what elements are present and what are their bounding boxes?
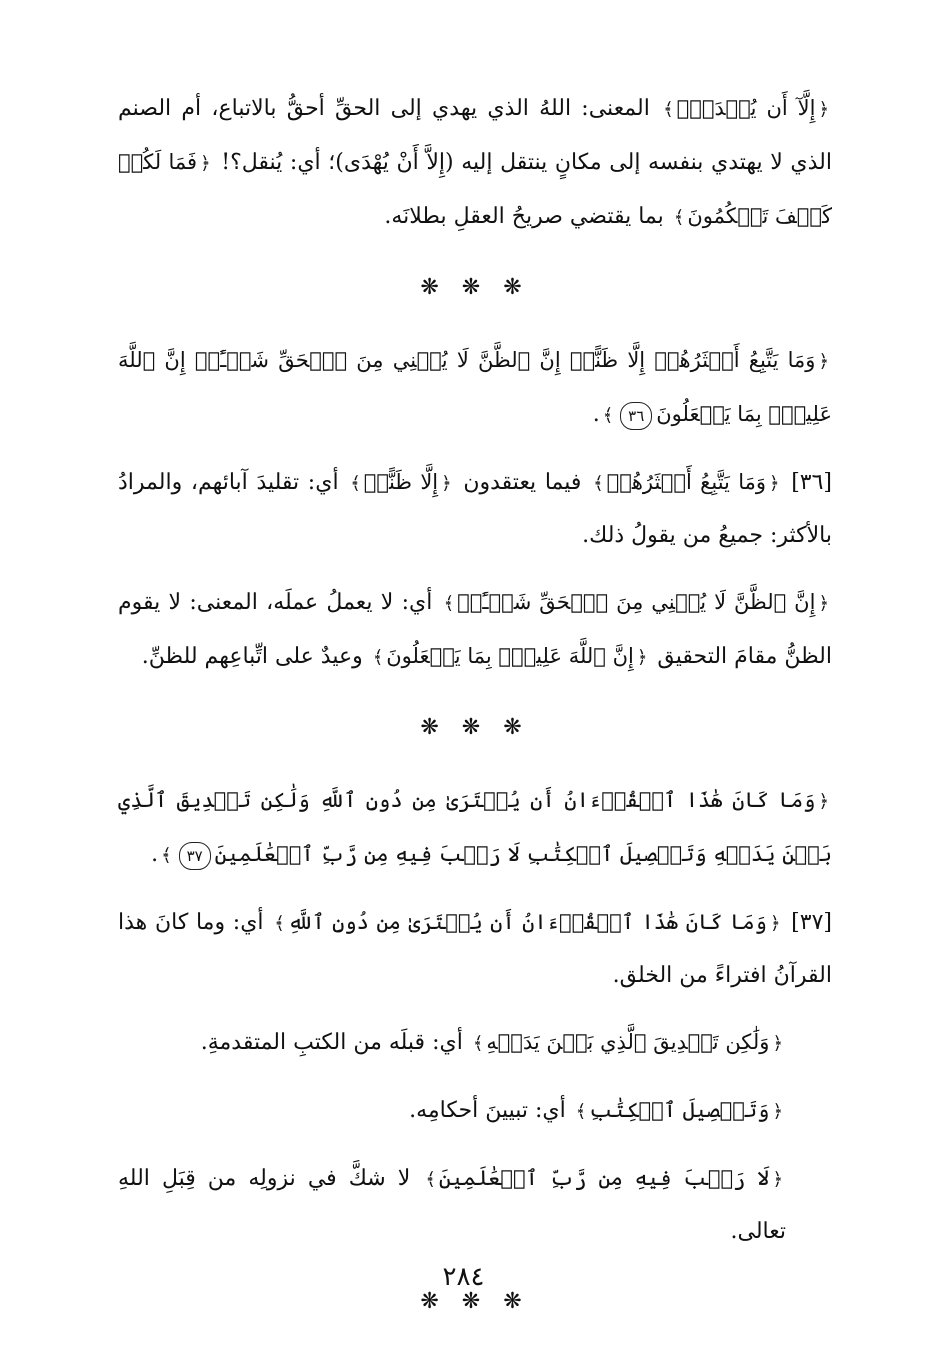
commentary-text: أي: لا يعملُ عملَه، المعنى: لا يقوم الظنُّ مقامَ التحقيق [118, 590, 832, 669]
verse-close-brace: ﴾ [602, 405, 614, 426]
paragraph [118, 1016, 832, 1070]
commentary-text: أي: تقليدَ آبائهم، والمرادُ بالأكثر: جميعُ من يقولُ ذلك. [118, 470, 832, 548]
paragraph [118, 1152, 832, 1258]
verse-text: وَمَا كَانَ هَٰذَا ٱلۡقُرۡءَانُ أَن يُفۡتَرَىٰ مِن دُونِ ٱللَّهِ وَلَٰكِن تَصۡدِيقَ ٱلَّذِي بَيۡنَ يَدَيۡهِ وَتَفۡصِيلَ ٱلۡكِتَٰبِ لَا رَيۡبَ فِيهِ مِن رَّبِّ ٱلۡعَٰلَمِينَ [118, 788, 832, 866]
quran-verse [470, 1030, 786, 1054]
paragraph [118, 456, 832, 562]
section-separator: ❋ ❋ ❋ [420, 715, 530, 740]
quran-verse [118, 348, 832, 426]
commentary-text: المعنى: اللهُ الذي يهدي إلى الحقِّ أحقُّ بالاتباع، أم الصنم الذي لا يهتدي بنفسه إلى مكانٍ ينتقل إليه (إِلاَّ أَنْ يُهْدَى)؛ أي: يُنقل؟! [118, 96, 833, 175]
commentary-text: أي: قبلَه من الكتبِ المتقدمةِ. [200, 1030, 470, 1055]
commentary-text: . [151, 842, 159, 867]
paragraph [118, 774, 832, 882]
quran-verse [271, 910, 783, 934]
verse-open-brace: ﴿ [200, 153, 211, 174]
verse-open-brace: ﴿ [772, 1033, 783, 1054]
quran-verse [422, 1166, 786, 1190]
commentary-text: فيما يعتقدون [454, 470, 591, 495]
verse-text: إِلَّا ظَنًّاۚ [363, 470, 439, 494]
quran-verse [118, 788, 832, 866]
section-separator: ❋ ❋ ❋ [420, 1289, 530, 1314]
verse-close-brace: ﴾ [274, 913, 285, 934]
paragraph [118, 1084, 832, 1138]
commentary-text: أي: وما كانَ هذا القرآنُ افتراءً من الخلق. [118, 910, 832, 988]
quran-verse [347, 470, 455, 494]
verse-text: وَلَٰكِن تَصۡدِيقَ ٱلَّذِي بَيۡنَ يَدَيۡهِ [486, 1030, 770, 1054]
commentary-text: [٣٧] [783, 910, 832, 935]
verse-open-brace: ﴿ [772, 1101, 783, 1122]
commentary-text: بما يقتضي صريحُ العقلِ بطلانَه. [384, 204, 671, 229]
verse-close-brace: ﴾ [663, 99, 674, 120]
verse-open-brace: ﴿ [772, 1169, 784, 1190]
verse-text: وَمَا كَانَ هَٰذَا ٱلۡقُرۡءَانُ أَن يُفۡتَرَىٰ مِن دُونِ ٱللَّهِ [287, 910, 767, 934]
verse-open-brace: ﴿ [818, 791, 829, 812]
paragraph [118, 576, 832, 684]
quran-verse [370, 644, 651, 668]
verse-open-brace: ﴿ [818, 99, 829, 120]
verse-open-brace: ﴿ [769, 913, 781, 934]
quran-verse [573, 1098, 786, 1122]
commentary-text: وعيدٌ على اتِّباعِهم للظنِّ. [141, 644, 370, 669]
section-separator: ❋ ❋ ❋ [420, 275, 530, 300]
verse-text: إِنَّ ٱلظَّنَّ لَا يُغۡنِي مِنَ ٱلۡحَقِّ شَيۡـًٔاۚ [457, 590, 816, 614]
paragraph [118, 896, 832, 1002]
verse-close-brace: ﴾ [472, 1033, 484, 1054]
verse-open-brace: ﴿ [818, 593, 829, 614]
quran-verse [441, 590, 832, 614]
paragraph [118, 334, 832, 442]
verse-close-brace: ﴾ [443, 593, 455, 614]
verse-close-brace: ﴾ [593, 473, 604, 494]
page-number: ٢٨٤ [442, 1262, 485, 1292]
verse-open-brace: ﴿ [769, 473, 780, 494]
commentary-text: أي: تبيينَ أحكامِه. [409, 1098, 573, 1123]
verse-open-brace: ﴿ [818, 351, 829, 372]
verse-close-brace: ﴾ [425, 1169, 436, 1190]
verse-text: وَمَا يَتَّبِعُ أَكۡثَرُهُمۡ إِلَّا ظَنًّاۚ إِنَّ ٱلظَّنَّ لَا يُغۡنِي مِنَ ٱلۡحَقِّ شَيۡـًٔاۚ إِنَّ ٱللَّهَ عَلِيمُۢ بِمَا يَفۡعَلُونَ [118, 348, 832, 426]
verse-text: لَا رَيۡبَ فِيهِ مِن رَّبِّ ٱلۡعَٰلَمِينَ [438, 1166, 770, 1190]
commentary-text: . [592, 402, 600, 427]
verse-close-brace: ﴾ [372, 647, 384, 668]
commentary-text: لا شكَّ في نزولِه من قِبَلِ اللهِ تعالى. [118, 1166, 786, 1244]
quran-verse [590, 470, 782, 494]
page-body [118, 82, 832, 1348]
verse-text: وَتَفۡصِيلَ ٱلۡكِتَٰبِ [589, 1098, 770, 1122]
ayah-number: ٣٦ [620, 402, 652, 430]
verse-close-brace: ﴾ [673, 207, 685, 228]
quran-verse [660, 96, 832, 120]
verse-text: إِنَّ ٱللَّهَ عَلِيمُۢ بِمَا يَفۡعَلُونَ [386, 644, 634, 668]
ayah-number: ٣٧ [179, 842, 211, 870]
verse-close-brace: ﴾ [575, 1101, 587, 1122]
commentary-text: [٣٦] [782, 470, 833, 495]
verse-open-brace: ﴿ [441, 473, 452, 494]
verse-text: إِلَّآ أَن يُهۡدَىٰۖ [676, 96, 816, 120]
verse-open-brace: ﴿ [636, 647, 648, 668]
verse-close-brace: ﴾ [161, 845, 172, 866]
paragraph [118, 82, 832, 244]
verse-text: فَمَا لَكُمۡ كَيۡفَ تَحۡكُمُونَ [118, 150, 832, 228]
verse-close-brace: ﴾ [350, 473, 361, 494]
verse-text: وَمَا يَتَّبِعُ أَكۡثَرُهُمۡ [606, 470, 766, 494]
